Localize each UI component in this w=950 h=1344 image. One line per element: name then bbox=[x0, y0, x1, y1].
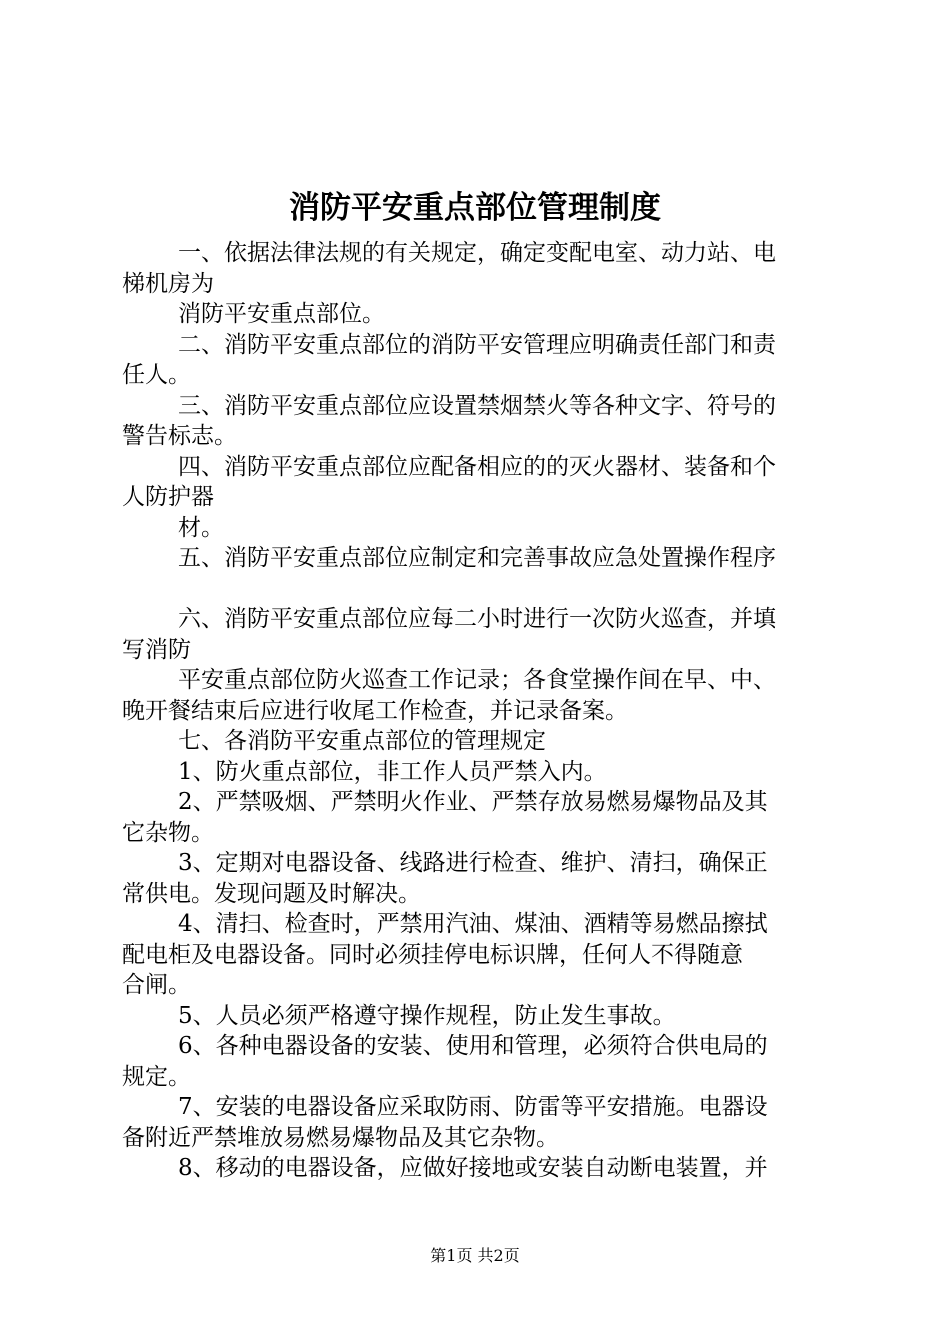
paragraph-line: 二、消防平安重点部位的消防平安管理应明确责任部门和责 bbox=[178, 331, 776, 358]
page-footer: 第1页 共2页 bbox=[430, 1246, 520, 1265]
paragraph-line: 规定。 bbox=[122, 1063, 191, 1090]
paragraph-line: 1、防火重点部位，非工作人员严禁入内。 bbox=[178, 758, 607, 785]
paragraph-line: 警告标志。 bbox=[122, 423, 237, 449]
paragraph-line: 配电柜及电器设备。同时必须挂停电标识牌，任何人不得随意 bbox=[122, 941, 743, 968]
paragraph-line: 人防护器 bbox=[122, 484, 214, 510]
paragraph-line: 备附近严禁堆放易燃易爆物品及其它杂物。 bbox=[122, 1124, 559, 1151]
paragraph-line: 七、各消防平安重点部位的管理规定 bbox=[178, 728, 546, 754]
document-title: 消防平安重点部位管理制度 bbox=[289, 190, 661, 226]
paragraph-line: 晚开餐结束后应进行收尾工作检查，并记录备案。 bbox=[122, 697, 628, 724]
paragraph-line: 四、消防平安重点部位应配备相应的的灭火器材、装备和个 bbox=[178, 453, 776, 480]
blank-line bbox=[122, 574, 834, 605]
document-body bbox=[122, 238, 834, 1184]
paragraph-line: 消防平安重点部位。 bbox=[178, 301, 385, 327]
paragraph-line: 三、消防平安重点部位应设置禁烟禁火等各种文字、符号的 bbox=[178, 392, 776, 419]
paragraph-line: 材。 bbox=[178, 514, 224, 541]
paragraph-line: 任人。 bbox=[122, 362, 191, 388]
paragraph-line: 7、安装的电器设备应采取防雨、防雷等平安措施。电器设 bbox=[178, 1094, 768, 1120]
paragraph-line: 4、清扫、检查时，严禁用汽油、煤油、酒精等易燃品擦拭 bbox=[178, 911, 768, 937]
paragraph-line: 合闸。 bbox=[122, 972, 191, 998]
paragraph-line: 6、各种电器设备的安装、使用和管理，必须符合供电局的 bbox=[178, 1033, 768, 1059]
paragraph-line: 平安重点部位防火巡查工作记录；各食堂操作间在早、中、 bbox=[178, 667, 776, 693]
paragraph-line: 六、消防平安重点部位应每二小时进行一次防火巡查，并填 bbox=[178, 606, 776, 632]
paragraph-line: 常供电。发现问题及时解决。 bbox=[122, 880, 421, 907]
paragraph-line: 梯机房为 bbox=[122, 270, 214, 297]
paragraph-line: 2、严禁吸烟、严禁明火作业、严禁存放易燃易爆物品及其 bbox=[178, 789, 768, 815]
paragraph-line: 5、人员必须严格遵守操作规程，防止发生事故。 bbox=[178, 1002, 676, 1029]
paragraph-line: 五、消防平安重点部位应制定和完善事故应急处置操作程序 bbox=[178, 545, 776, 571]
paragraph-line: 3、定期对电器设备、线路进行检查、维护、清扫，确保正 bbox=[178, 850, 768, 876]
paragraph-line: 它杂物。 bbox=[122, 819, 214, 846]
paragraph-line: 写消防 bbox=[122, 636, 191, 663]
paragraph-line: 一、依据法律法规的有关规定，确定变配电室、动力站、电 bbox=[178, 240, 776, 266]
paragraph-line: 8、移动的电器设备，应做好接地或安装自动断电装置，并 bbox=[178, 1155, 768, 1181]
